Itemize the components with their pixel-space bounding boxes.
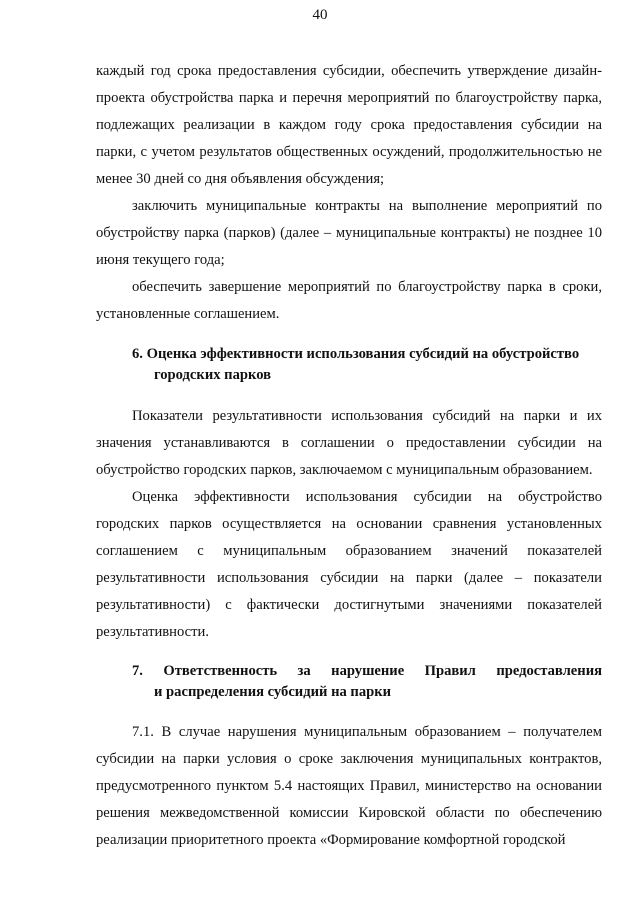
section-heading-7-line2: и распределения субсидий на парки bbox=[154, 684, 392, 700]
paragraph: заключить муниципальные контракты на выполнение мероприятий по обустройству парка (парков) (далее – муниципальные контракты) не позднее 10 июня текущего года; bbox=[96, 198, 602, 268]
paragraph: Показатели результативности использования субсидий на парки и их значения устанавливаются в соглашении о предоставлении субсидии на обустройство городских парков, заключаемом с муниципальным образованием. bbox=[96, 408, 602, 478]
paragraph: Оценка эффективности использования субсидии на обустройство городских парков осуществляется на основании сравнения установленных соглашением с муниципальным образованием значений показателей результативности использования субсидии на парки (далее – показатели результативности) с фактически достигнутыми значениями показателей результативности. bbox=[96, 489, 602, 640]
section-heading-6-line2: городских парков bbox=[154, 367, 272, 383]
paragraph: каждый год срока предоставления субсидии, обеспечить утверждение дизайн-проекта обустройства парка и перечня мероприятий по благоустройству парка, подлежащих реализации в каждом году срока предоставления субсидии на парки, с учетом результатов общественных осуждений, продолжительностью не менее 30 дней со дня объявления обсуждения; bbox=[96, 63, 602, 187]
section-heading-6-line1: 6. Оценка эффективности использования субсидий на обустройство bbox=[132, 346, 580, 362]
section-heading-7 bbox=[96, 661, 602, 703]
section-heading-7-line1: 7. Ответственность за нарушение Правил предоставления bbox=[132, 663, 602, 679]
paragraph: обеспечить завершение мероприятий по благоустройству парка в сроки, установленные соглашением. bbox=[96, 279, 602, 322]
page-number: 40 bbox=[312, 7, 328, 23]
document-body bbox=[96, 58, 602, 854]
section-heading-6 bbox=[96, 344, 602, 386]
paragraph: 7.1. В случае нарушения муниципальным образованием – получателем субсидии на парки условия о сроке заключения муниципальных контрактов, предусмотренного пунктом 5.4 настоящих Правил, министерство на основании решения межведомственной комиссии Кировской области по обеспечению реализации приоритетного проекта «Формирование комфортной городской bbox=[96, 724, 602, 848]
